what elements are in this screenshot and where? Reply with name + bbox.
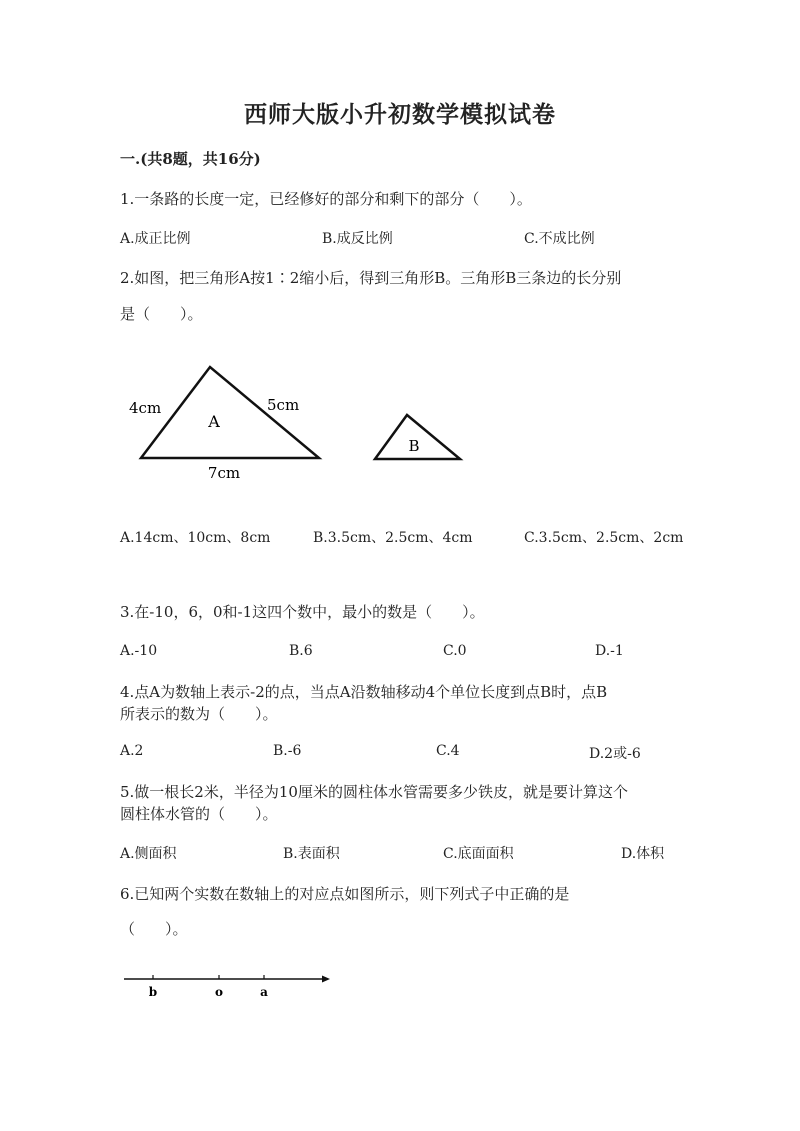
question-2-option-a: A.14cm、10cm、8cm xyxy=(120,530,271,546)
number-line-arrow xyxy=(322,976,330,983)
question-5-text-line1: 5.做一根长2米，半径为10厘米的圆柱体水管需要多少铁皮，就是要计算这个 xyxy=(120,783,628,801)
question-2-text-line1: 2.如图，把三角形A按1∶2缩小后，得到三角形B。三角形B三条边的长分别 xyxy=(120,269,622,287)
point-a-label: a xyxy=(260,985,268,999)
question-2-option-b: B.3.5cm、2.5cm、4cm xyxy=(313,530,473,546)
triangle-a-base-label: 7cm xyxy=(207,464,241,482)
question-4-option-a: A.2 xyxy=(120,743,144,759)
question-3-option-c: C.0 xyxy=(443,643,467,659)
question-3-option-d: D.-1 xyxy=(595,643,624,659)
triangle-b-label: B xyxy=(408,437,420,455)
point-o-label: o xyxy=(214,985,224,999)
question-5-option-d: D.体积 xyxy=(621,846,665,862)
question-6-text-line1: 6.已知两个实数在数轴上的对应点如图所示，则下列式子中正确的是 xyxy=(120,885,570,903)
question-4-option-d: D.2或-6 xyxy=(589,746,641,762)
question-4-option-b: B.-6 xyxy=(273,743,302,759)
question-3-text: 3.在-10，6，0和-1这四个数中，最小的数是（ ）。 xyxy=(120,603,485,621)
question-5-option-c: C.底面面积 xyxy=(443,846,514,862)
question-3-option-b: B.6 xyxy=(289,643,313,659)
triangle-a-label: A xyxy=(208,412,220,431)
question-5-option-a: A.侧面积 xyxy=(120,846,177,862)
question-1-option-c: C.不成比例 xyxy=(524,231,595,247)
question-3-option-a: A.-10 xyxy=(120,643,158,659)
triangles-figure xyxy=(110,350,480,490)
question-5-text-line2: 圆柱体水管的（ ）。 xyxy=(120,805,278,823)
question-1-option-a: A.成正比例 xyxy=(120,231,191,247)
question-2-text-line2: 是（ ）。 xyxy=(120,305,203,323)
question-6-text-line2: （ ）。 xyxy=(120,920,188,938)
point-b-label: b xyxy=(148,985,158,999)
number-line-figure xyxy=(118,968,338,1002)
page-title: 西师大版小升初数学模拟试卷 xyxy=(244,101,556,128)
question-4-text-line2: 所表示的数为（ ）。 xyxy=(120,705,278,723)
section-heading: 一.(共8题，共16分) xyxy=(120,150,261,168)
triangle-a-right-label: 5cm xyxy=(267,396,300,414)
question-2-option-c: C.3.5cm、2.5cm、2cm xyxy=(524,530,684,546)
triangle-a-left-label: 4cm xyxy=(129,399,162,417)
question-5-option-b: B.表面积 xyxy=(283,846,340,862)
question-1-text: 1.一条路的长度一定，已经修好的部分和剩下的部分（ ）。 xyxy=(120,190,532,208)
question-4-text-line1: 4.点A为数轴上表示-2的点，当点A沿数轴移动4个单位长度到点B时，点B xyxy=(120,683,608,701)
question-4-option-c: C.4 xyxy=(436,743,460,759)
question-1-option-b: B.成反比例 xyxy=(322,231,393,247)
